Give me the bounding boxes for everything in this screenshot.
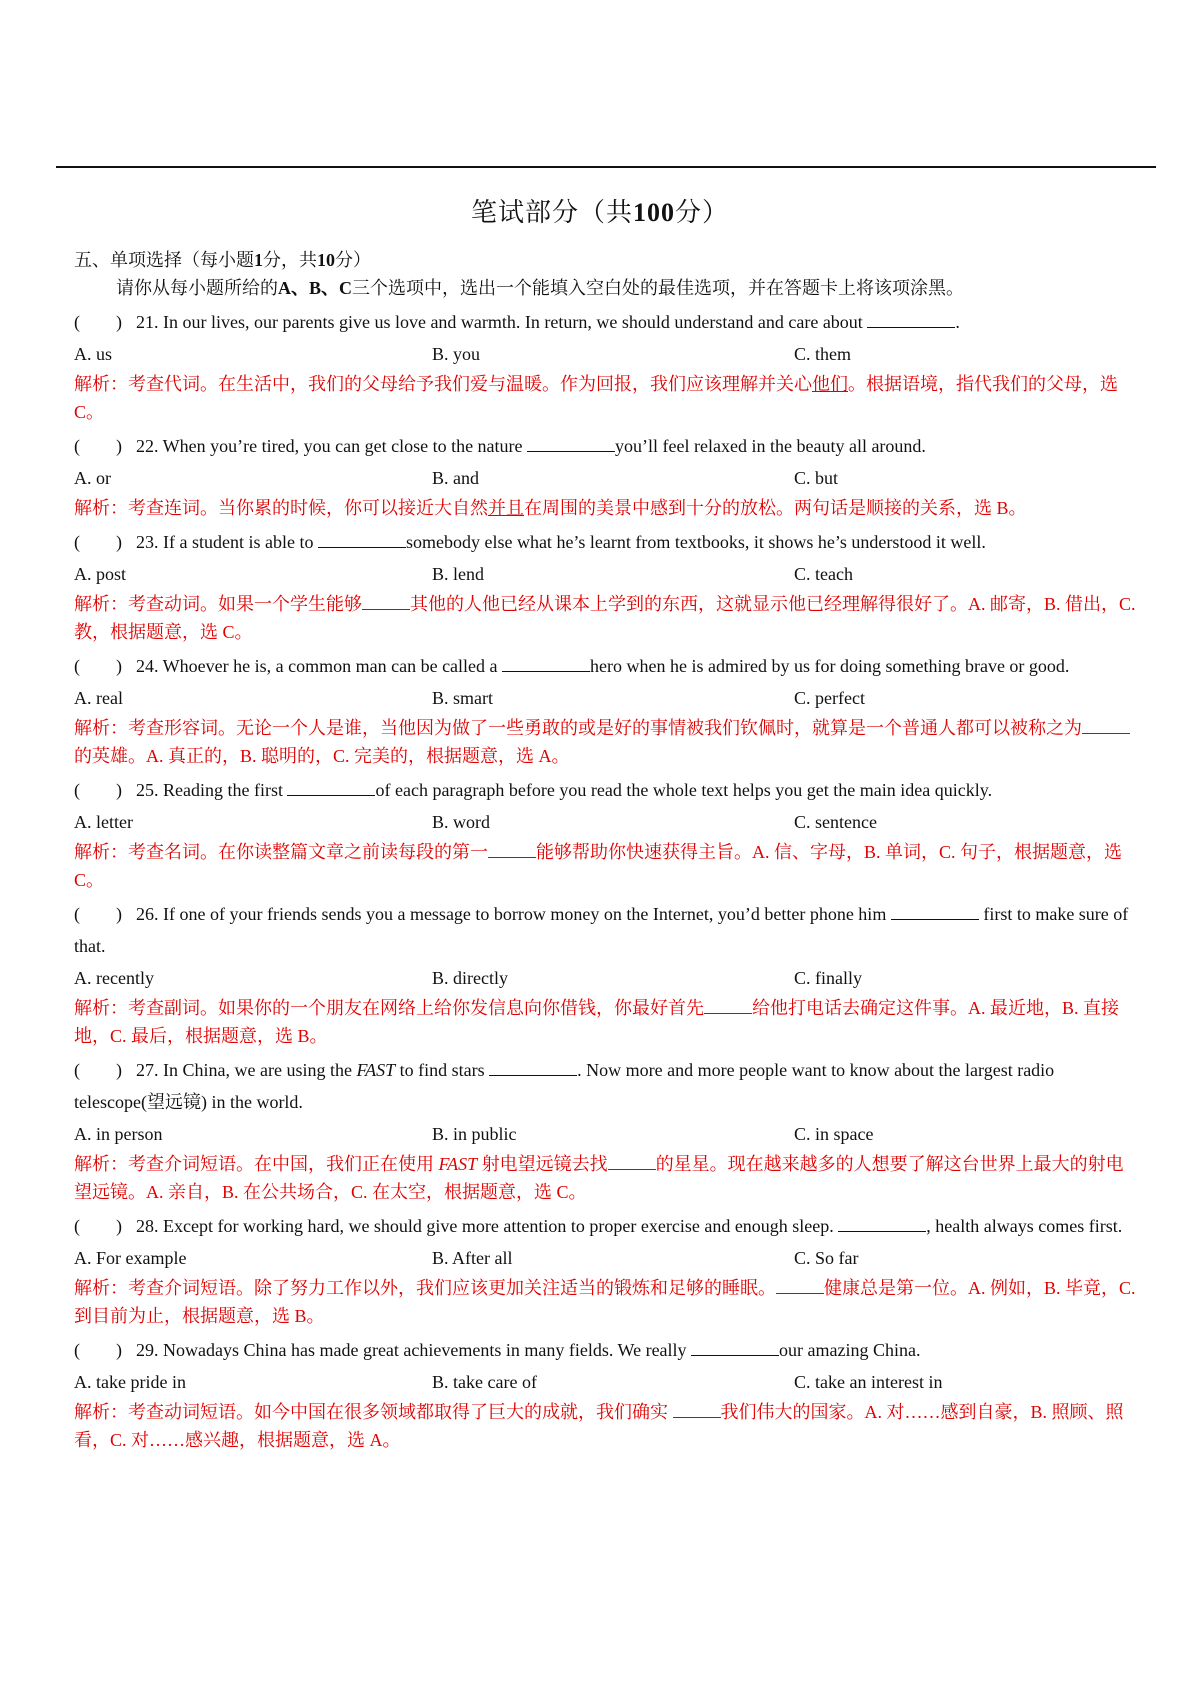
analysis-21: 解析：考查代词。在生活中，我们的父母给予我们爱与温暖。作为回报，我们应该理解并关心他们。根据语境，指代我们的父母，选 C。 [74, 374, 1118, 422]
analysis-23: 解析：考查动词。如果一个学生能够 其他的人他已经从课本上学到的东西，这就显示他已经理解得很好了。A. 邮寄，B. 借出，C. 教，根据题意，选 C。 [74, 594, 1136, 642]
question-28: ( ) 28. Except for working hard, we should give more attention to proper exercise and enough sleep. , health always comes first. [74, 1210, 1138, 1242]
question-23: ( ) 23. If a student is able to somebody else what he’s learnt from textbooks, it shows he’s understood it well. [74, 526, 1138, 558]
question-29: ( ) 29. Nowadays China has made great achievements in many fields. We really our amazing China. [74, 1334, 1138, 1366]
analysis-blank [1082, 717, 1130, 734]
option-a[interactable]: A. For example [74, 1248, 187, 1268]
option-a[interactable]: A. in person [74, 1124, 163, 1144]
question-22: ( ) 22. When you’re tired, you can get close to the nature you’ll feel relaxed in the beauty all around. [74, 430, 1138, 462]
answer-paren[interactable]: ( ) [74, 1216, 122, 1236]
answer-paren[interactable]: ( ) [74, 656, 122, 676]
answer-blank [838, 1215, 926, 1232]
answer-blank [527, 435, 615, 452]
analysis-22: 解析：考查连词。当你累的时候，你可以接近大自然并且在周围的美景中感到十分的放松。两句话是顺接的关系，选 B。 [74, 498, 1027, 518]
answer-blank [489, 1059, 577, 1076]
option-c[interactable]: C. in space [794, 1124, 874, 1144]
answer-blank [318, 531, 406, 548]
analysis-blank [776, 1277, 824, 1294]
option-b[interactable]: B. word [432, 812, 490, 832]
analysis-blank [673, 1401, 721, 1418]
options-23 [74, 558, 1138, 590]
option-c[interactable]: C. So far [794, 1248, 859, 1268]
options-28 [74, 1242, 1138, 1274]
option-a[interactable]: A. recently [74, 968, 154, 988]
answer-blank [691, 1339, 779, 1356]
options-26 [74, 962, 1138, 994]
option-a[interactable]: A. letter [74, 812, 133, 832]
analysis-blank [362, 593, 410, 610]
option-c[interactable]: C. them [794, 344, 851, 364]
section-heading: 五、单项选择（每小题1分，共10分） [74, 250, 371, 270]
option-c[interactable]: C. but [794, 468, 839, 488]
title-score: 100 [633, 198, 675, 227]
options-25 [74, 806, 1138, 838]
options-27 [74, 1118, 1138, 1150]
option-c[interactable]: C. finally [794, 968, 862, 988]
option-a[interactable]: A. or [74, 468, 111, 488]
title-prefix: 笔试部分（共 [470, 198, 633, 227]
option-b[interactable]: B. smart [432, 688, 493, 708]
analysis-25: 解析：考查名词。在你读整篇文章之前读每段的第一 能够帮助你快速获得主旨。A. 信、字母，B. 单词，C. 句子，根据题意，选 C。 [74, 842, 1123, 890]
option-b[interactable]: B. in public [432, 1124, 517, 1144]
answer-paren[interactable]: ( ) [74, 1060, 122, 1080]
option-b[interactable]: B. you [432, 344, 481, 364]
answer-paren[interactable]: ( ) [74, 312, 122, 332]
page-title [0, 196, 1200, 230]
analysis-26: 解析：考查副词。如果你的一个朋友在网络上给你发信息向你借钱，你最好首先 给他打电话去确定这件事。A. 最近地，B. 直接地，C. 最后，根据题意，选 B。 [74, 998, 1120, 1046]
title-suffix: 分） [675, 198, 730, 227]
option-b[interactable]: B. take care of [432, 1372, 537, 1392]
answer-paren[interactable]: ( ) [74, 436, 122, 456]
options-22 [74, 462, 1138, 494]
question-27: ( ) 27. In China, we are using the FAST to find stars . Now more and more people want to know about the largest radio telescope(望远镜) in the world. [74, 1054, 1138, 1118]
answer-blank [891, 903, 979, 920]
question-26: ( ) 26. If one of your friends sends you a message to borrow money on the Internet, you’d better phone him first to make sure of that. [74, 898, 1138, 962]
option-b[interactable]: B. and [432, 468, 479, 488]
option-c[interactable]: C. perfect [794, 688, 865, 708]
options-29 [74, 1366, 1138, 1398]
answer-paren[interactable]: ( ) [74, 532, 122, 552]
analysis-blank [704, 997, 752, 1014]
analysis-27: 解析：考查介词短语。在中国，我们正在使用 FAST 射电望远镜去找 的星星。现在越来越多的人想要了解这台世界上最大的射电望远镜。A. 亲自，B. 在公共场合，C. 在太空，根据题意，选 C。 [74, 1154, 1124, 1202]
option-c[interactable]: C. take an interest in [794, 1372, 943, 1392]
analysis-24: 解析：考查形容词。无论一个人是谁，当他因为做了一些勇敢的或是好的事情被我们钦佩时，就算是一个普通人都可以被称之为的英雄。A. 真正的，B. 聪明的，C. 完美的，根据题意，选 A。 [74, 714, 1138, 770]
answer-blank [502, 655, 590, 672]
answer-paren[interactable]: ( ) [74, 780, 122, 800]
analysis-28: 解析：考查介词短语。除了努力工作以外，我们应该更加关注适当的锻炼和足够的睡眠。 健康总是第一位。A. 例如，B. 毕竟，C.到目前为止，根据题意，选 B。 [74, 1278, 1136, 1326]
option-a[interactable]: A. take pride in [74, 1372, 186, 1392]
option-a[interactable]: A. us [74, 344, 113, 364]
question-21: ( ) 21. In our lives, our parents give us love and warmth. In return, we should understand and care about . [74, 306, 1138, 338]
options-24 [74, 682, 1138, 714]
answer-blank [287, 779, 375, 796]
option-a[interactable]: A. real [74, 688, 123, 708]
option-c[interactable]: C. teach [794, 564, 853, 584]
analysis-blank [608, 1153, 656, 1170]
analysis-29: 解析：考查动词短语。如今中国在很多领域都取得了巨大的成就，我们确实 我们伟大的国家。A. 对……感到自豪，B. 照顾、照看，C. 对……感兴趣，根据题意，选 A。 [74, 1402, 1124, 1450]
options-21 [74, 338, 1138, 370]
question-24: ( ) 24. Whoever he is, a common man can be called a hero when he is admired by us for doing something brave or good. [74, 650, 1138, 682]
option-a[interactable]: A. post [74, 564, 127, 584]
answer-blank [867, 311, 955, 328]
option-b[interactable]: B. lend [432, 564, 484, 584]
answer-paren[interactable]: ( ) [74, 904, 122, 924]
exam-content [74, 246, 1138, 1458]
section-instruction: 请你从每小题所给的A、B、C三个选项中，选出一个能填入空白处的最佳选项，并在答题卡上将该项涂黑。 [116, 278, 965, 298]
option-c[interactable]: C. sentence [794, 812, 877, 832]
top-rule [56, 166, 1156, 168]
option-b[interactable]: B. After all [432, 1248, 513, 1268]
option-b[interactable]: B. directly [432, 968, 508, 988]
question-25: ( ) 25. Reading the first of each paragraph before you read the whole text helps you get the main idea quickly. [74, 774, 1138, 806]
answer-paren[interactable]: ( ) [74, 1340, 122, 1360]
analysis-blank [488, 841, 536, 858]
